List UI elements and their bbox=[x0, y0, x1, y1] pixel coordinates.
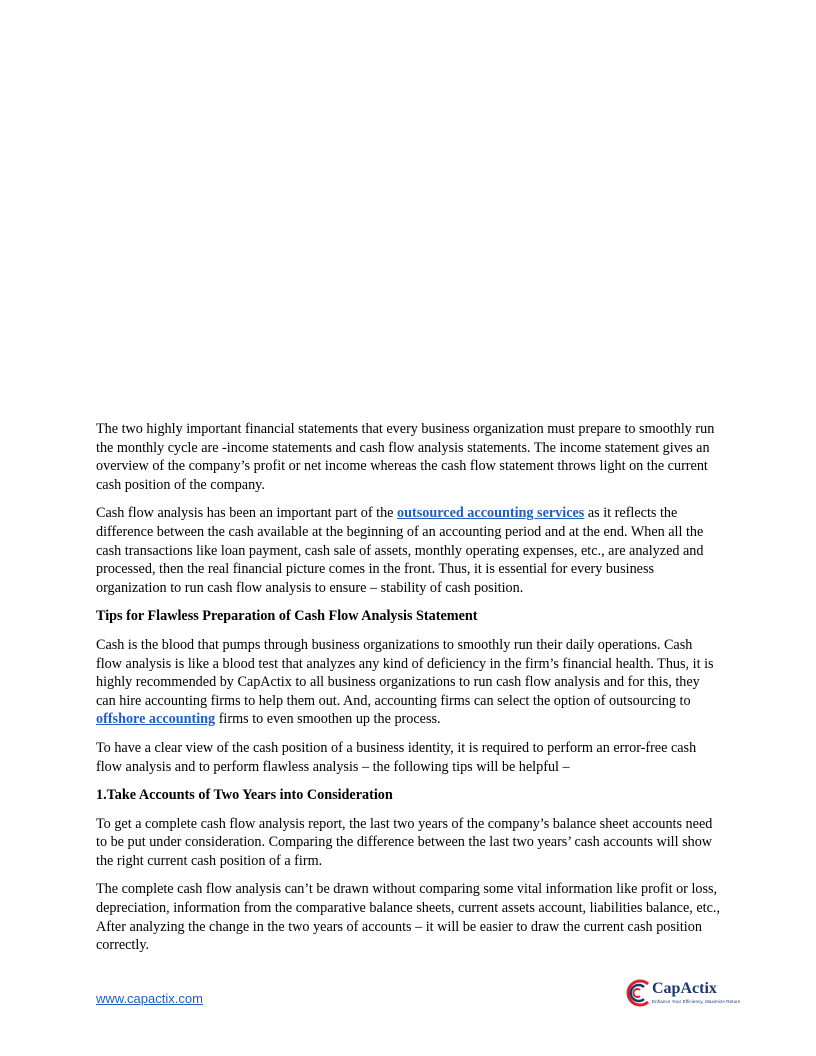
outsourced-accounting-link[interactable]: outsourced accounting services bbox=[397, 505, 585, 522]
logo-name: CapActix bbox=[652, 980, 717, 997]
paragraph-blood bbox=[96, 636, 720, 729]
heading-tips: Tips for Flawless Preparation of Cash Flow Analysis Statement bbox=[96, 608, 478, 625]
paragraph-comparison: The complete cash flow analysis can’t be drawn without comparing some vital information like profit or loss, depreciation, information from the comparative balance sheets, current assets account, liabilities balance, etc., After analyzing the change in the two years of accounts – it will be easier to draw the current cash position correctly. bbox=[96, 881, 720, 954]
footer-website-link[interactable]: www.capactix.com bbox=[96, 991, 203, 1006]
paragraph-importance bbox=[96, 504, 720, 597]
document-body bbox=[96, 420, 720, 965]
paragraph-clear-view: To have a clear view of the cash position of a business identity, it is required to perform an error-free cash flow analysis and to perform flawless analysis – the following tips will be helpful – bbox=[96, 739, 697, 775]
capactix-logo bbox=[622, 976, 741, 1010]
offshore-accounting-link[interactable]: offshore accounting bbox=[96, 711, 216, 728]
paragraph-text: as it reflects the difference between the cash available at the beginning of an accounting period and at the end. When all the cash transactions like loan payment, cash sale of assets, monthly operating expenses, etc., are analyzed and processed, then the real financial picture comes in the front. Thus, it is essential for every business organization to run cash flow analysis to ensure – stability of cash position. bbox=[96, 505, 704, 596]
paragraph-intro: The two highly important financial statements that every business organization must prepare to smoothly run the monthly cycle are -income statements and cash flow analysis statements. The income statement gives an overview of the company’s profit or net income whereas the cash flow statement throws light on the current cash position of the company. bbox=[96, 421, 715, 493]
logo-tagline: Enhance Your Efficiency, Maximize Return bbox=[652, 999, 741, 1004]
paragraph-text: Cash flow analysis has been an important part of the bbox=[96, 505, 398, 522]
heading-two-years: 1.Take Accounts of Two Years into Consideration bbox=[96, 787, 393, 804]
paragraph-complete-report: To get a complete cash flow analysis report, the last two years of the company’s balance sheet accounts need to be put under consideration. Comparing the difference between the last two years’ cash accounts will show the right current cash position of a firm. bbox=[96, 815, 713, 869]
paragraph-text: firms to even smoothen up the process. bbox=[215, 711, 441, 728]
paragraph-text: Cash is the blood that pumps through business organizations to smoothly run their daily operations. Cash flow analysis is like a blood test that analyzes any kind of deficiency in the firm’s financial health. Thus, it is highly recommended by CapActix to all business organizations to run cash flow analysis and for this, they can hire accounting firms to help them out. And, accounting firms can select the option of outsourcing to bbox=[96, 636, 714, 709]
logo-swirl-icon bbox=[622, 978, 652, 1008]
